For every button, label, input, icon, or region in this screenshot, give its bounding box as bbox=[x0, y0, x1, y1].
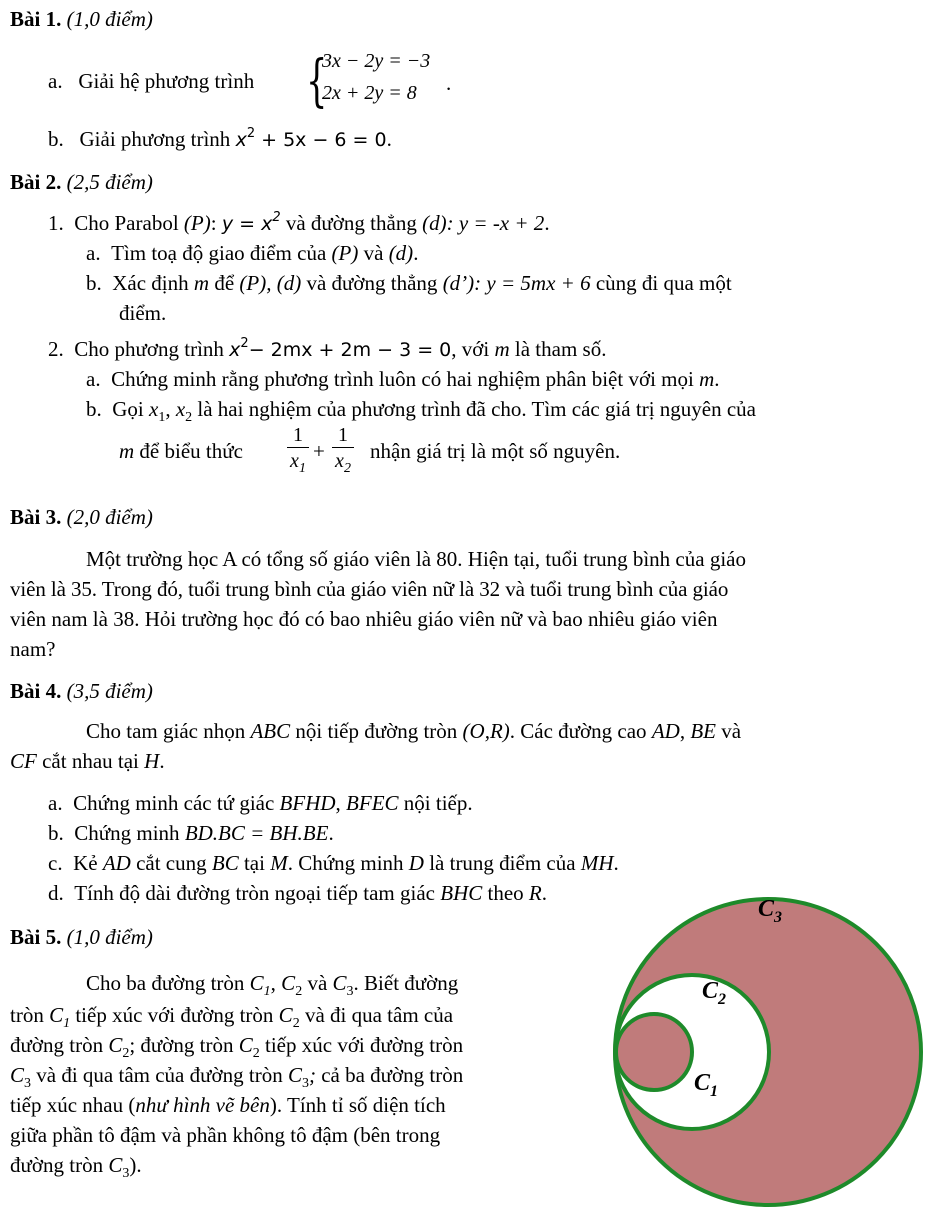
quadratic-equation: $x^2- 2mx + 2m - 3 = 0$ bbox=[229, 336, 452, 361]
b1-a-label: a. bbox=[48, 69, 63, 93]
b2-p2b-cont: m để biểu thức bbox=[119, 439, 243, 463]
b2-points: (2,5 điểm) bbox=[66, 170, 153, 194]
b1-title: Bài 1. bbox=[10, 7, 62, 31]
b4-d: d. Tính độ dài đường tròn ngoại tiếp tam giác BHC theo R. bbox=[48, 881, 547, 905]
b4-b: b. Chứng minh BD.BC = BH.BE. bbox=[48, 821, 334, 845]
b2-p1b-cont: điểm. bbox=[119, 301, 167, 325]
b1-b: b. Giải phương trình $x^2 + 5x - 6 = 0$. bbox=[48, 126, 392, 151]
b2-p1: 1. Cho Parabol (P): $y = x^2$ và đường thẳng (d): y = -x + 2. bbox=[48, 210, 550, 235]
circle-c1 bbox=[616, 1014, 692, 1090]
fraction-plus: + bbox=[313, 439, 325, 463]
b1-a bbox=[48, 68, 254, 94]
b5-line-7: đường tròn $C_3$). bbox=[10, 1153, 142, 1182]
b5-heading: Bài 5. (1,0 điểm) bbox=[10, 925, 153, 949]
b3-line-4: nam? bbox=[10, 637, 56, 661]
three-circles-figure bbox=[600, 880, 930, 1210]
b2-p1b: b. Xác định m để (P), (d) và đường thẳng (d’): y = 5mx + 6 cùng đi qua một bbox=[86, 271, 732, 295]
fraction-1-over-x1: 1 $x_1$ bbox=[287, 424, 309, 481]
b2-p2b: b. Gọi $x_1$, $x_2$ là hai nghiệm của phương trình đã cho. Tìm các giá trị nguyên của bbox=[86, 397, 756, 426]
b2-heading bbox=[10, 169, 153, 195]
b2-title: Bài 2. bbox=[10, 170, 62, 194]
system-brace-icon: { bbox=[306, 49, 328, 114]
system-row-2: 2x + 2y = 8 bbox=[322, 82, 417, 104]
b1-b-label: b. bbox=[48, 127, 64, 151]
b1-b-text: Giải phương trình bbox=[79, 127, 231, 151]
b3-heading: Bài 3. (2,0 điểm) bbox=[10, 505, 153, 529]
b3-line-1: Một trường học A có tổng số giáo viên là 80. Hiện tại, tuổi trung bình của giáo bbox=[86, 547, 746, 571]
b5-line-5: tiếp xúc nhau (như hình vẽ bên). Tính tỉ số diện tích bbox=[10, 1093, 446, 1117]
fraction-1-over-x2: 1 $x_2$ bbox=[332, 424, 354, 481]
b2-p2: 2. Cho phương trình $x^2- 2mx + 2m - 3 = 0$, với m là tham số. bbox=[48, 336, 607, 361]
label-c2: $C_2$ bbox=[702, 978, 727, 1008]
b2-p2a: a. Chứng minh rằng phương trình luôn có hai nghiệm phân biệt với mọi m. bbox=[86, 367, 720, 391]
b3-line-3: viên nam là 38. Hỏi trường học đó có bao nhiêu giáo viên nữ và bao nhiêu giáo viên bbox=[10, 607, 718, 631]
b5-line-2: tròn $C_1$ tiếp xúc với đường tròn $C_2$ và đi qua tâm của bbox=[10, 1003, 454, 1032]
b4-line-2: CF cắt nhau tại H. bbox=[10, 749, 165, 773]
b1-heading bbox=[10, 6, 153, 32]
b2-p2b-end: nhận giá trị là một số nguyên. bbox=[370, 439, 621, 463]
b1-sys-end: . bbox=[446, 71, 452, 95]
b3-line-2: viên là 35. Trong đó, tuổi trung bình của giáo viên nữ là 32 và tuổi trung bình của giáo bbox=[10, 577, 729, 601]
b1-b-equation: $x^2 + 5x - 6 = 0$ bbox=[235, 126, 387, 151]
b1-points: (1,0 điểm) bbox=[66, 7, 153, 31]
parabol-equation: $y = x^2$ bbox=[221, 210, 281, 235]
b1-a-text: Giải hệ phương trình bbox=[78, 69, 255, 93]
b5-line-3: đường tròn $C_2$; đường tròn $C_2$ tiếp xúc với đường tròn bbox=[10, 1033, 464, 1062]
b4-heading: Bài 4. (3,5 điểm) bbox=[10, 679, 153, 703]
label-c3: $C_3$ bbox=[758, 896, 783, 926]
system-row-1: 3x − 2y = −3 bbox=[322, 50, 431, 72]
b2-p1a: a. Tìm toạ độ giao điểm của (P) và (d). bbox=[86, 241, 419, 265]
b5-line-4: $C_3$ và đi qua tâm của đường tròn $C_3$; cả ba đường tròn bbox=[10, 1063, 464, 1092]
b5-line-6: giữa phần tô đậm và phần không tô đậm (bên trong bbox=[10, 1123, 441, 1147]
b4-a: a. Chứng minh các tứ giác BFHD, BFEC nội tiếp. bbox=[48, 791, 473, 815]
equation-system bbox=[298, 50, 458, 114]
b4-c: c. Kẻ AD cắt cung BC tại M. Chứng minh D là trung điểm của MH. bbox=[48, 851, 619, 875]
label-c1: $C_1$ bbox=[694, 1070, 719, 1100]
b4-line-1: Cho tam giác nhọn ABC nội tiếp đường tròn (O,R). Các đường cao AD, BE và bbox=[86, 719, 742, 743]
b5-line-1: Cho ba đường tròn $C_1$, $C_2$ và $C_3$. Biết đường bbox=[86, 971, 459, 1000]
